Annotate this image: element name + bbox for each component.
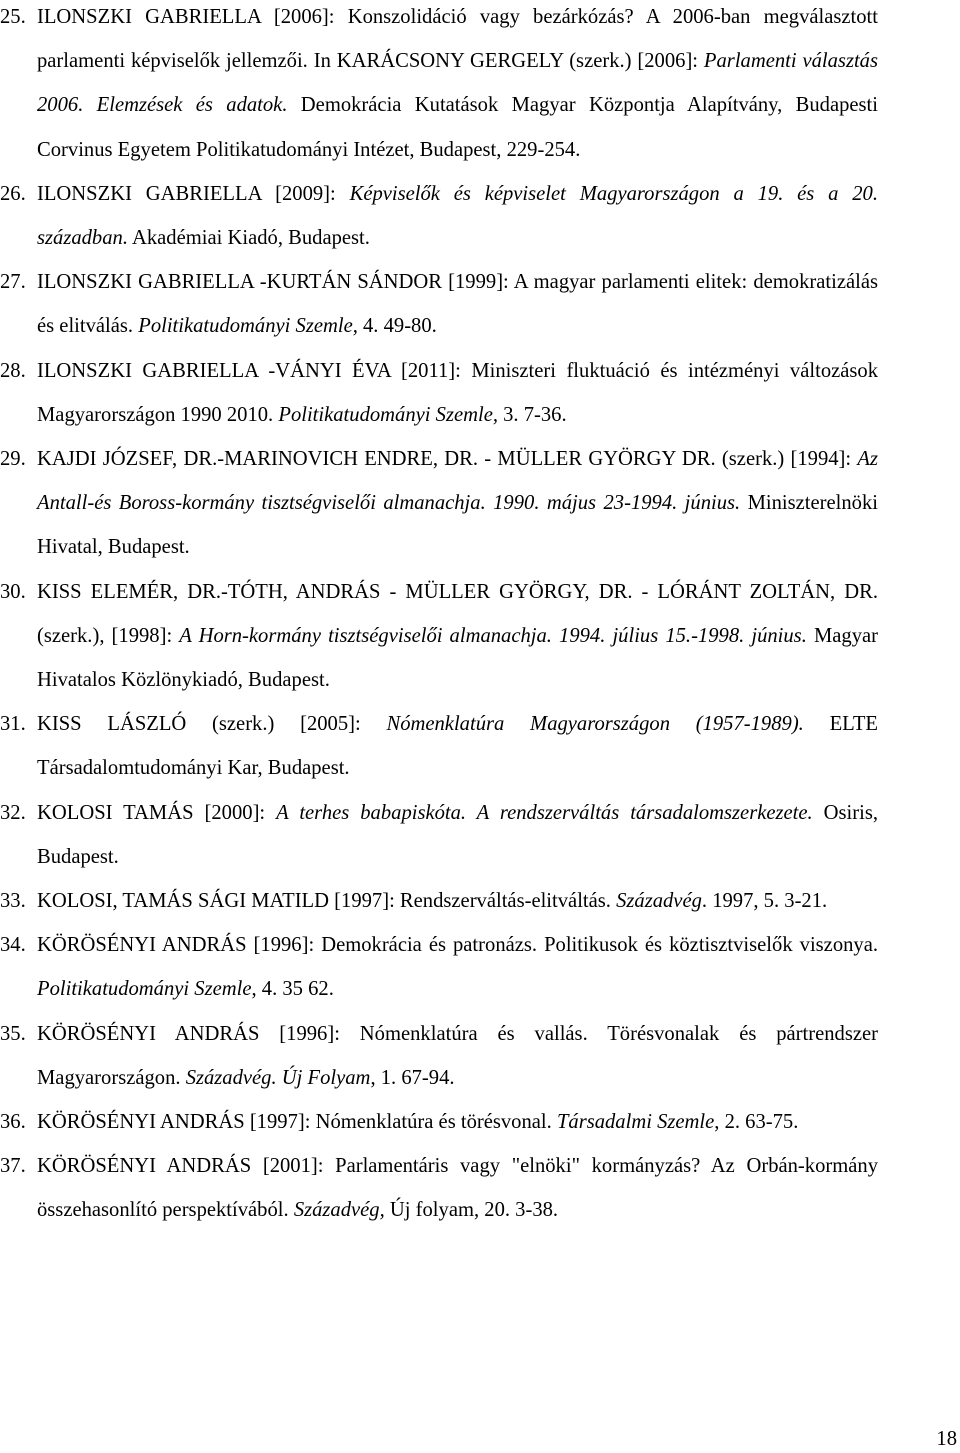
reference-text: KISS ELEMÉR, DR.-TÓTH, ANDRÁS - MÜLLER GYÖRGY, DR. - LÓRÁNT ZOLTÁN, DR. (szerk.), [1998]: xyxy=(37,580,878,647)
reference-number: 25. xyxy=(0,6,26,28)
reference-number: 26. xyxy=(0,182,26,205)
reference-number: 30. xyxy=(0,580,26,603)
reference-text: KÖRÖSÉNYI ANDRÁS [1996]: Demokrácia és patronázs. Politikusok és köztisztviselők viszonya. xyxy=(37,934,878,957)
reference-title-text: Parlamenti választás 2006. Elemzések és adatok. xyxy=(37,50,878,117)
reference-text: , 2. 63-75. xyxy=(714,1111,799,1134)
reference-text: 3. 7-36. xyxy=(497,403,567,426)
reference-number: 33. xyxy=(0,890,26,913)
reference-text: ILONSZKI GABRIELLA -KURTÁN SÁNDOR [1999]: A magyar parlamenti elitek: demokratizálás és elitválás. xyxy=(37,271,878,338)
reference-text: KAJDI JÓZSEF, DR.-MARINOVICH ENDRE, DR. - MÜLLER GYÖRGY DR. (szerk.) [1994]: xyxy=(37,448,858,471)
reference-number: 31. xyxy=(0,713,26,736)
reference-text: ELTE Társadalomtudományi Kar, Budapest. xyxy=(37,713,879,780)
reference-title-text: Századvég xyxy=(616,890,702,913)
reference-title-text: Századvég. Új Folyam xyxy=(185,1066,371,1089)
reference-title-text: A terhes babapiskóta. A rendszerváltás társadalomszerkezete. xyxy=(276,801,813,824)
reference-text: ILONSZKI GABRIELLA [2009]: xyxy=(37,182,350,205)
reference-entry xyxy=(0,1012,878,1100)
reference-text: Akadémiai Kiadó, Budapest. xyxy=(127,227,370,250)
reference-text: KOLOSI TAMÁS [2000]: xyxy=(37,801,277,824)
reference-number: 28. xyxy=(0,359,26,382)
reference-text: ILONSZKI GABRIELLA [2006]: Konszolidáció vagy bezárkózás? A 2006-ban megválasztott parlamenti képviselők jellemzői. In KARÁCSONY GERGELY (szerk.) [2006]: xyxy=(37,6,878,73)
reference-title-text: Képviselők és képviselet Magyarországon a 19. és a 20. században. xyxy=(37,182,878,250)
reference-title-text: Nómenklatúra Magyarországon (1957-1989). xyxy=(386,713,804,736)
reference-text: Osiris, Budapest. xyxy=(37,801,878,868)
reference-entry xyxy=(0,437,878,570)
reference-entry xyxy=(0,0,878,172)
reference-entry xyxy=(0,1144,878,1232)
reference-text: KOLOSI, TAMÁS SÁGI MATILD [1997]: Rendszerváltás-elitváltás. xyxy=(37,890,617,913)
reference-number: 36. xyxy=(0,1111,26,1134)
reference-entry xyxy=(0,172,878,260)
reference-entry xyxy=(0,702,878,790)
reference-entry xyxy=(0,923,878,1011)
reference-text: KÖRÖSÉNYI ANDRÁS [2001]: Parlamentáris vagy "elnöki" kormányzás? Az Orbán-kormány összehasonlító perspektívából. xyxy=(37,1155,878,1222)
reference-title-text: Az Antall-és Boross-kormány tisztségviselői almanachja. 1990. május 23-1994. június. xyxy=(37,448,878,515)
reference-number: 34. xyxy=(0,934,26,957)
reference-entry xyxy=(0,1100,878,1144)
reference-title-text: Politikatudományi Szemle, xyxy=(278,403,498,426)
reference-text: Demokrácia Kutatások Magyar Központja Alapítvány, Budapesti Corvinus Egyetem Politikatudományi Intézet, Budapest, 229-254. xyxy=(37,94,878,161)
page-number: 18 xyxy=(936,1428,957,1450)
reference-number: 29. xyxy=(0,448,26,471)
reference-text: 4. 49-80. xyxy=(357,315,437,338)
reference-text: Új folyam, 20. 3-38. xyxy=(384,1199,559,1222)
reference-title-text: Társadalmi Szemle xyxy=(556,1111,715,1134)
reference-text: Miniszterelnöki Hivatal, Budapest. xyxy=(37,492,878,559)
reference-title-text: Századvég, xyxy=(293,1199,385,1222)
reference-number: 37. xyxy=(0,1155,26,1178)
reference-text: . 1997, 5. 3-21. xyxy=(701,890,828,913)
reference-text: , 4. 35 62. xyxy=(251,978,334,1001)
reference-title-text: Politikatudományi Szemle xyxy=(37,978,252,1001)
reference-title-text: A Horn-kormány tisztségviselői almanachja. 1994. július 15.-1998. június. xyxy=(179,624,807,647)
reference-text: KISS LÁSZLÓ (szerk.) [2005]: xyxy=(37,713,387,736)
reference-text: ILONSZKI GABRIELLA -VÁNYI ÉVA [2011]: Miniszteri fluktuáció és intézményi változások Magyarországon 1990 2010. xyxy=(37,359,878,426)
reference-number: 35. xyxy=(0,1022,26,1045)
reference-number: 27. xyxy=(0,271,26,294)
reference-text: KÖRÖSÉNYI ANDRÁS [1997]: Nómenklatúra és törésvonal. xyxy=(37,1111,557,1134)
reference-entry xyxy=(0,879,878,923)
reference-number: 32. xyxy=(0,801,26,824)
reference-text: KÖRÖSÉNYI ANDRÁS [1996]: Nómenklatúra és vallás. Törésvonalak és pártrendszer Magyarországon. xyxy=(37,1022,878,1089)
reference-text: Magyar Hivatalos Közlönykiadó, Budapest. xyxy=(37,624,878,692)
reference-text: , 1. 67-94. xyxy=(370,1066,455,1089)
reference-entry xyxy=(0,349,878,437)
reference-entry xyxy=(0,570,878,703)
reference-entry xyxy=(0,260,878,348)
reference-entry xyxy=(0,791,878,879)
reference-title-text: Politikatudományi Szemle, xyxy=(138,315,358,338)
